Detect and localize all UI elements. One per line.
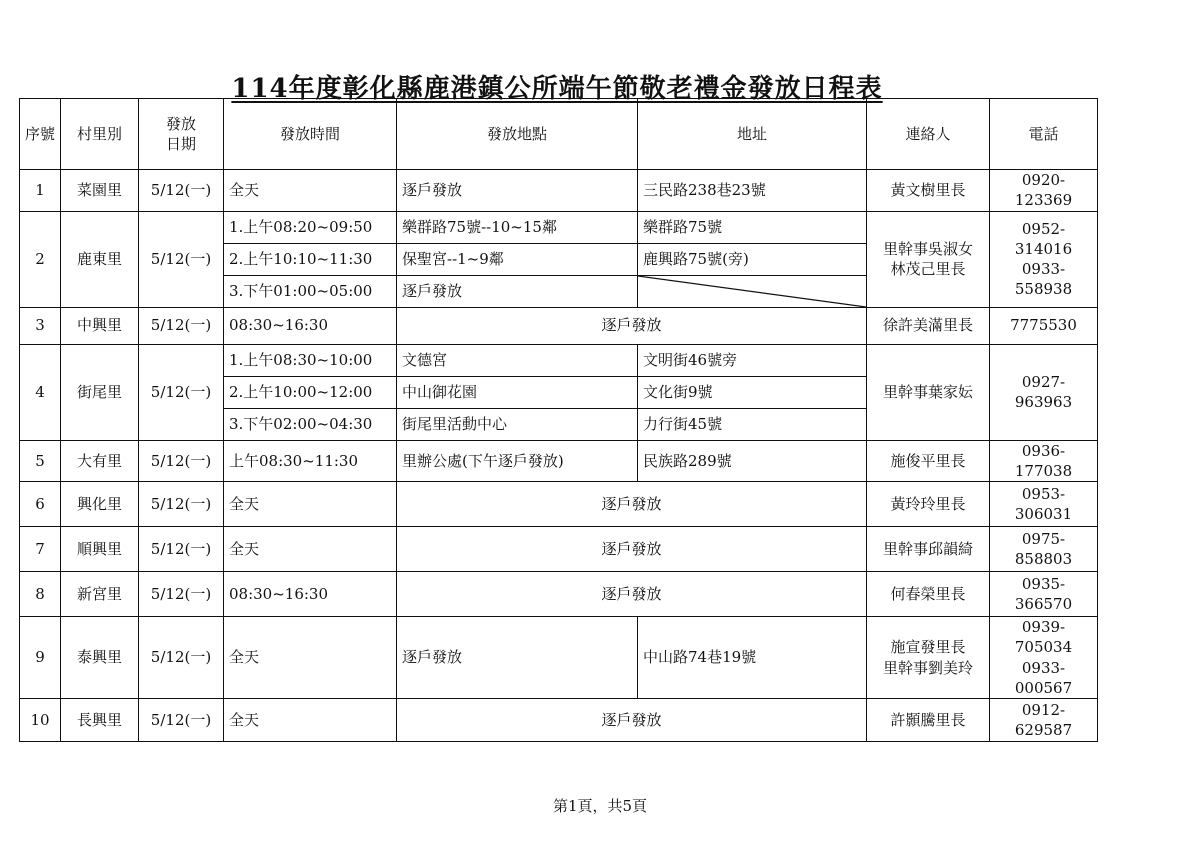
row-village: 大有里 — [61, 440, 139, 482]
phone-line1: 0952-314016 — [1014, 219, 1073, 258]
row-no: 9 — [20, 617, 61, 699]
table-row — [20, 482, 1098, 527]
phone-line2: 0933-000567 — [1014, 658, 1073, 697]
row-no: 8 — [20, 572, 61, 617]
row-village: 長興里 — [61, 699, 139, 742]
table-row — [20, 344, 1098, 376]
row-phone: 0953-306031 — [990, 482, 1098, 527]
row-time: 全天 — [224, 482, 397, 527]
row-no: 4 — [20, 344, 61, 440]
row-village: 中興里 — [61, 307, 139, 344]
header-contact: 連絡人 — [867, 99, 990, 170]
session-place: 樂群路75號--10~15鄰 — [397, 211, 638, 243]
session-address: 力行街45號 — [638, 408, 867, 440]
session-time: 1.上午08:20~09:50 — [224, 211, 397, 243]
empty-address-cell — [638, 275, 867, 307]
row-time: 全天 — [224, 699, 397, 742]
table-row — [20, 572, 1098, 617]
header-no: 序號 — [20, 99, 61, 170]
row-phone: 7775530 — [990, 307, 1098, 344]
row-village: 鹿東里 — [61, 211, 139, 307]
row-date: 5/12(一) — [139, 440, 224, 482]
header-date-line1: 發放 — [165, 114, 196, 133]
row-no: 1 — [20, 170, 61, 212]
table-row — [20, 211, 1098, 243]
row-phone — [990, 211, 1098, 307]
row-contact: 徐許美滿里長 — [867, 307, 990, 344]
row-place: 逐戶發放 — [397, 527, 867, 572]
diagonal-slash — [638, 276, 866, 307]
header-place: 發放地點 — [397, 99, 638, 170]
row-contact: 里幹事邱韻綺 — [867, 527, 990, 572]
row-village: 泰興里 — [61, 617, 139, 699]
row-date: 5/12(一) — [139, 572, 224, 617]
row-no: 3 — [20, 307, 61, 344]
row-no: 10 — [20, 699, 61, 742]
row-contact — [867, 211, 990, 307]
row-time: 全天 — [224, 527, 397, 572]
session-address: 樂群路75號 — [638, 211, 867, 243]
phone-line2: 0933-558938 — [1014, 260, 1073, 299]
row-date: 5/12(一) — [139, 482, 224, 527]
row-place: 逐戶發放 — [397, 617, 638, 699]
row-village: 街尾里 — [61, 344, 139, 440]
table-row — [20, 617, 1098, 699]
row-no: 2 — [20, 211, 61, 307]
table-header-row — [20, 99, 1098, 170]
header-date — [139, 99, 224, 170]
contact-line2: 林茂己里長 — [890, 260, 966, 278]
header-address: 地址 — [638, 99, 867, 170]
table-row — [20, 170, 1098, 212]
row-contact: 里幹事葉家妘 — [867, 344, 990, 440]
session-address: 鹿興路75號(旁) — [638, 243, 867, 275]
table-row — [20, 307, 1098, 344]
row-place: 逐戶發放 — [397, 170, 638, 212]
row-contact: 施俊平里長 — [867, 440, 990, 482]
row-phone: 0920-123369 — [990, 170, 1098, 212]
row-no: 5 — [20, 440, 61, 482]
session-address: 文明街46號旁 — [638, 344, 867, 376]
row-date: 5/12(一) — [139, 699, 224, 742]
schedule-table — [19, 98, 1098, 742]
session-place: 文德宮 — [397, 344, 638, 376]
session-place: 保聖宮--1~9鄰 — [397, 243, 638, 275]
header-time: 發放時間 — [224, 99, 397, 170]
row-phone: 0927-963963 — [990, 344, 1098, 440]
row-date: 5/12(一) — [139, 344, 224, 440]
row-date: 5/12(一) — [139, 307, 224, 344]
page-footer: 第1頁，共5頁 — [552, 797, 648, 815]
row-address: 三民路238巷23號 — [638, 170, 867, 212]
row-place: 逐戶發放 — [397, 572, 867, 617]
page-title: 114年度彰化縣鹿港鎮公所端午節敬老禮金發放日程表 — [231, 74, 883, 104]
row-time: 全天 — [224, 617, 397, 699]
table-row — [20, 440, 1098, 482]
row-place: 逐戶發放 — [397, 482, 867, 527]
row-phone: 0975-858803 — [990, 527, 1098, 572]
row-phone: 0912-629587 — [990, 699, 1098, 742]
row-time: 上午08:30~11:30 — [224, 440, 397, 482]
row-no: 7 — [20, 527, 61, 572]
row-date: 5/12(一) — [139, 527, 224, 572]
row-village: 菜園里 — [61, 170, 139, 212]
row-contact: 許顥騰里長 — [867, 699, 990, 742]
session-time: 2.上午10:00~12:00 — [224, 376, 397, 408]
contact-line1: 里幹事吳淑女 — [882, 239, 973, 258]
row-contact — [867, 617, 990, 699]
row-address: 民族路289號 — [638, 440, 867, 482]
phone-line1: 0939-705034 — [1014, 618, 1073, 657]
row-time: 08:30~16:30 — [224, 307, 397, 344]
row-phone: 0935-366570 — [990, 572, 1098, 617]
row-contact: 黃文樹里長 — [867, 170, 990, 212]
contact-line1: 施宣發里長 — [890, 638, 966, 657]
header-village: 村里別 — [61, 99, 139, 170]
session-time: 3.下午01:00~05:00 — [224, 275, 397, 307]
row-no: 6 — [20, 482, 61, 527]
contact-line2: 里幹事劉美玲 — [882, 658, 973, 677]
session-time: 2.上午10:10~11:30 — [224, 243, 397, 275]
session-time: 1.上午08:30~10:00 — [224, 344, 397, 376]
table-row — [20, 699, 1098, 742]
row-village: 順興里 — [61, 527, 139, 572]
row-place: 逐戶發放 — [397, 699, 867, 742]
session-address: 文化街9號 — [638, 376, 867, 408]
row-place: 里辦公處(下午逐戶發放) — [397, 440, 638, 482]
header-date-line2: 日期 — [165, 135, 196, 153]
row-contact: 何春榮里長 — [867, 572, 990, 617]
row-village: 新宮里 — [61, 572, 139, 617]
row-date: 5/12(一) — [139, 211, 224, 307]
header-phone: 電話 — [990, 99, 1098, 170]
row-date: 5/12(一) — [139, 170, 224, 212]
row-phone: 0936-177038 — [990, 440, 1098, 482]
row-phone — [990, 617, 1098, 699]
session-place: 街尾里活動中心 — [397, 408, 638, 440]
session-time: 3.下午02:00~04:30 — [224, 408, 397, 440]
row-time: 全天 — [224, 170, 397, 212]
session-place: 逐戶發放 — [397, 275, 638, 307]
row-time: 08:30~16:30 — [224, 572, 397, 617]
row-address: 中山路74巷19號 — [638, 617, 867, 699]
row-date: 5/12(一) — [139, 617, 224, 699]
table-row — [20, 527, 1098, 572]
row-place: 逐戶發放 — [397, 307, 867, 344]
row-contact: 黃玲玲里長 — [867, 482, 990, 527]
row-village: 興化里 — [61, 482, 139, 527]
session-place: 中山御花園 — [397, 376, 638, 408]
